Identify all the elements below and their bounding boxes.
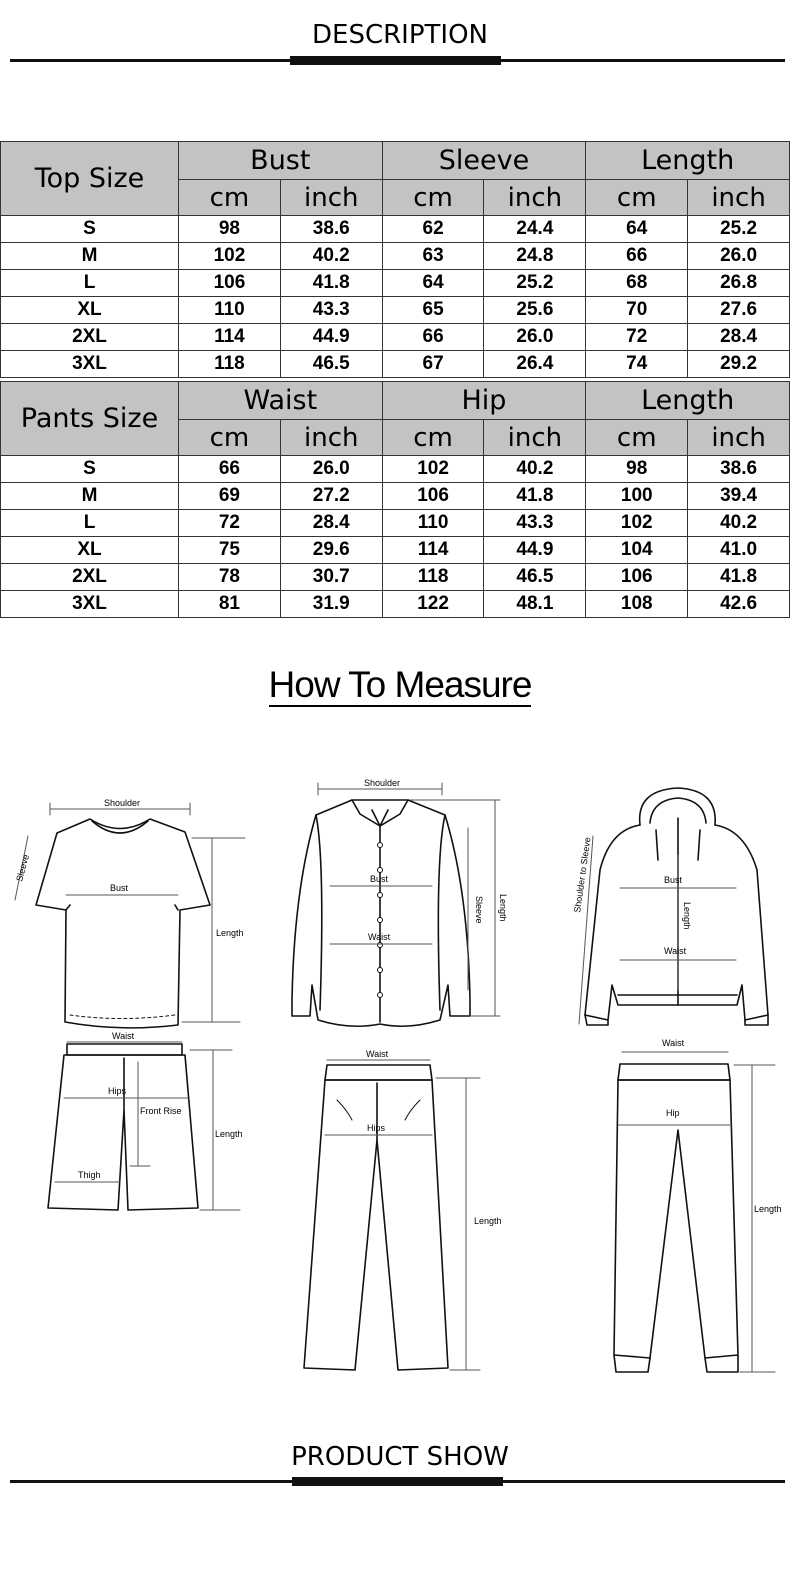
table-cell: 81 [179,591,281,618]
product-show-title: PRODUCT SHOW [291,1442,509,1472]
column-group-length: Length [586,382,790,420]
label-shoulder: Shoulder [364,778,401,788]
table-cell: XL [1,537,179,564]
table-cell: 98 [586,456,688,483]
table-row [1,297,790,324]
table-cell: 29.2 [688,351,790,378]
label-bust: Bust [110,883,129,893]
table-row [1,324,790,351]
table-cell: 28.4 [688,324,790,351]
table-cell: 102 [179,243,281,270]
table-cell: 24.8 [484,243,586,270]
table-cell: 72 [179,510,281,537]
table-cell: 63 [382,243,484,270]
label-sleeve: Sleeve [474,896,484,924]
table-cell: 68 [586,270,688,297]
divider-bar [290,56,501,65]
table-cell: 28.4 [280,510,382,537]
table-cell: 3XL [1,351,179,378]
divider-bar [292,1477,503,1486]
table-cell: 65 [382,297,484,324]
table-cell: 41.8 [484,483,586,510]
table-cell: 74 [586,351,688,378]
table-cell: 67 [382,351,484,378]
table-cell: 3XL [1,591,179,618]
tshirt-illustration [36,819,210,1028]
measurement-diagrams [0,760,800,1390]
label-waist: Waist [112,1031,135,1041]
table-cell: 30.7 [280,564,382,591]
unit-header: cm [179,180,281,216]
table-cell: 104 [586,537,688,564]
table-row [1,351,790,378]
table-cell: 46.5 [484,564,586,591]
table-cell: 118 [382,564,484,591]
table-cell: 25.2 [688,216,790,243]
column-group-bust: Bust [179,142,383,180]
label-length: Length [498,894,508,922]
unit-header: cm [382,180,484,216]
unit-header: cm [586,420,688,456]
label-length: Length [474,1216,502,1226]
table-cell: 118 [179,351,281,378]
unit-header: inch [688,420,790,456]
column-group-waist: Waist [179,382,383,420]
label-sleeve: Sleeve [14,853,32,883]
unit-header: inch [484,180,586,216]
label-bust: Bust [664,875,683,885]
table-row [1,243,790,270]
unit-header: cm [179,420,281,456]
label-length: Length [682,902,692,930]
table-cell: 46.5 [280,351,382,378]
table-cell: 66 [382,324,484,351]
unit-header: inch [280,180,382,216]
column-group-hip: Hip [382,382,586,420]
table-cell: 38.6 [688,456,790,483]
table-cell: 25.2 [484,270,586,297]
table-row [1,510,790,537]
table-cell: 70 [586,297,688,324]
shorts-illustration [48,1044,198,1210]
table-row [1,564,790,591]
table-cell: 64 [586,216,688,243]
table-cell: 43.3 [484,510,586,537]
unit-header: cm [586,180,688,216]
hoodie-illustration [585,788,768,1025]
table-cell: 40.2 [280,243,382,270]
table-cell: 43.3 [280,297,382,324]
table-cell: 26.0 [688,243,790,270]
table-cell: M [1,243,179,270]
table-cell: 24.4 [484,216,586,243]
table-cell: 72 [586,324,688,351]
table-cell: 2XL [1,564,179,591]
table-cell: 108 [586,591,688,618]
table-cell: 44.9 [280,324,382,351]
label-length: Length [754,1204,782,1214]
table-row [1,456,790,483]
table-cell: 122 [382,591,484,618]
table-cell: 42.6 [688,591,790,618]
table-cell: S [1,216,179,243]
label-waist: Waist [366,1049,389,1059]
pants-size-label: Pants Size [1,382,179,456]
label-shoulder-to-sleeve: Shoulder to Sleeve [572,836,593,914]
table-cell: 25.6 [484,297,586,324]
table-cell: M [1,483,179,510]
table-cell: 114 [179,324,281,351]
table-cell: 62 [382,216,484,243]
unit-header: cm [382,420,484,456]
label-hips: Hips [108,1086,127,1096]
label-bust: Bust [370,874,389,884]
table-cell: 41.8 [280,270,382,297]
table-cell: 26.0 [484,324,586,351]
table-cell: 66 [586,243,688,270]
unit-header: inch [484,420,586,456]
table-cell: L [1,270,179,297]
table-cell: XL [1,297,179,324]
table-cell: 29.6 [280,537,382,564]
table-cell: 27.6 [688,297,790,324]
table-cell: 110 [179,297,281,324]
table-cell: 78 [179,564,281,591]
table-row [1,537,790,564]
top-size-table [0,141,790,378]
table-cell: 44.9 [484,537,586,564]
top-size-label: Top Size [1,142,179,216]
table-cell: 106 [382,483,484,510]
table-cell: 106 [179,270,281,297]
unit-header: inch [280,420,382,456]
table-cell: 41.0 [688,537,790,564]
description-header [0,18,800,68]
table-cell: 75 [179,537,281,564]
how-to-measure-text: How To Measure [268,664,532,705]
table-cell: 110 [382,510,484,537]
pants-size-table [0,381,790,618]
table-cell: 26.8 [688,270,790,297]
table-cell: 64 [382,270,484,297]
table-cell: 98 [179,216,281,243]
table-cell: 26.0 [280,456,382,483]
label-length: Length [216,928,244,938]
table-cell: 38.6 [280,216,382,243]
unit-header: inch [688,180,790,216]
table-cell: 69 [179,483,281,510]
label-front-rise: Front Rise [140,1106,182,1116]
label-length: Length [215,1129,243,1139]
table-cell: 40.2 [688,510,790,537]
table-cell: 40.2 [484,456,586,483]
table-cell: 66 [179,456,281,483]
table-cell: 48.1 [484,591,586,618]
product-show-header [0,1440,800,1490]
table-cell: 102 [586,510,688,537]
table-cell: 114 [382,537,484,564]
table-cell: 106 [586,564,688,591]
label-hip: Hip [666,1108,680,1118]
table-cell: 2XL [1,324,179,351]
how-to-measure-title [0,664,800,706]
pants-illustration [304,1065,448,1370]
table-cell: 26.4 [484,351,586,378]
table-cell: 39.4 [688,483,790,510]
table-row [1,216,790,243]
label-thigh: Thigh [78,1170,101,1180]
label-hips: Hips [367,1123,386,1133]
table-cell: 27.2 [280,483,382,510]
table-cell: 100 [586,483,688,510]
description-title: DESCRIPTION [312,20,488,50]
table-row [1,270,790,297]
table-cell: L [1,510,179,537]
label-waist: Waist [662,1038,685,1048]
label-waist: Waist [664,946,687,956]
table-cell: 31.9 [280,591,382,618]
table-row [1,483,790,510]
label-waist: Waist [368,932,391,942]
label-shoulder: Shoulder [104,798,141,808]
column-group-length: Length [586,142,790,180]
table-cell: S [1,456,179,483]
column-group-sleeve: Sleeve [382,142,586,180]
table-cell: 41.8 [688,564,790,591]
table-cell: 102 [382,456,484,483]
table-row [1,591,790,618]
